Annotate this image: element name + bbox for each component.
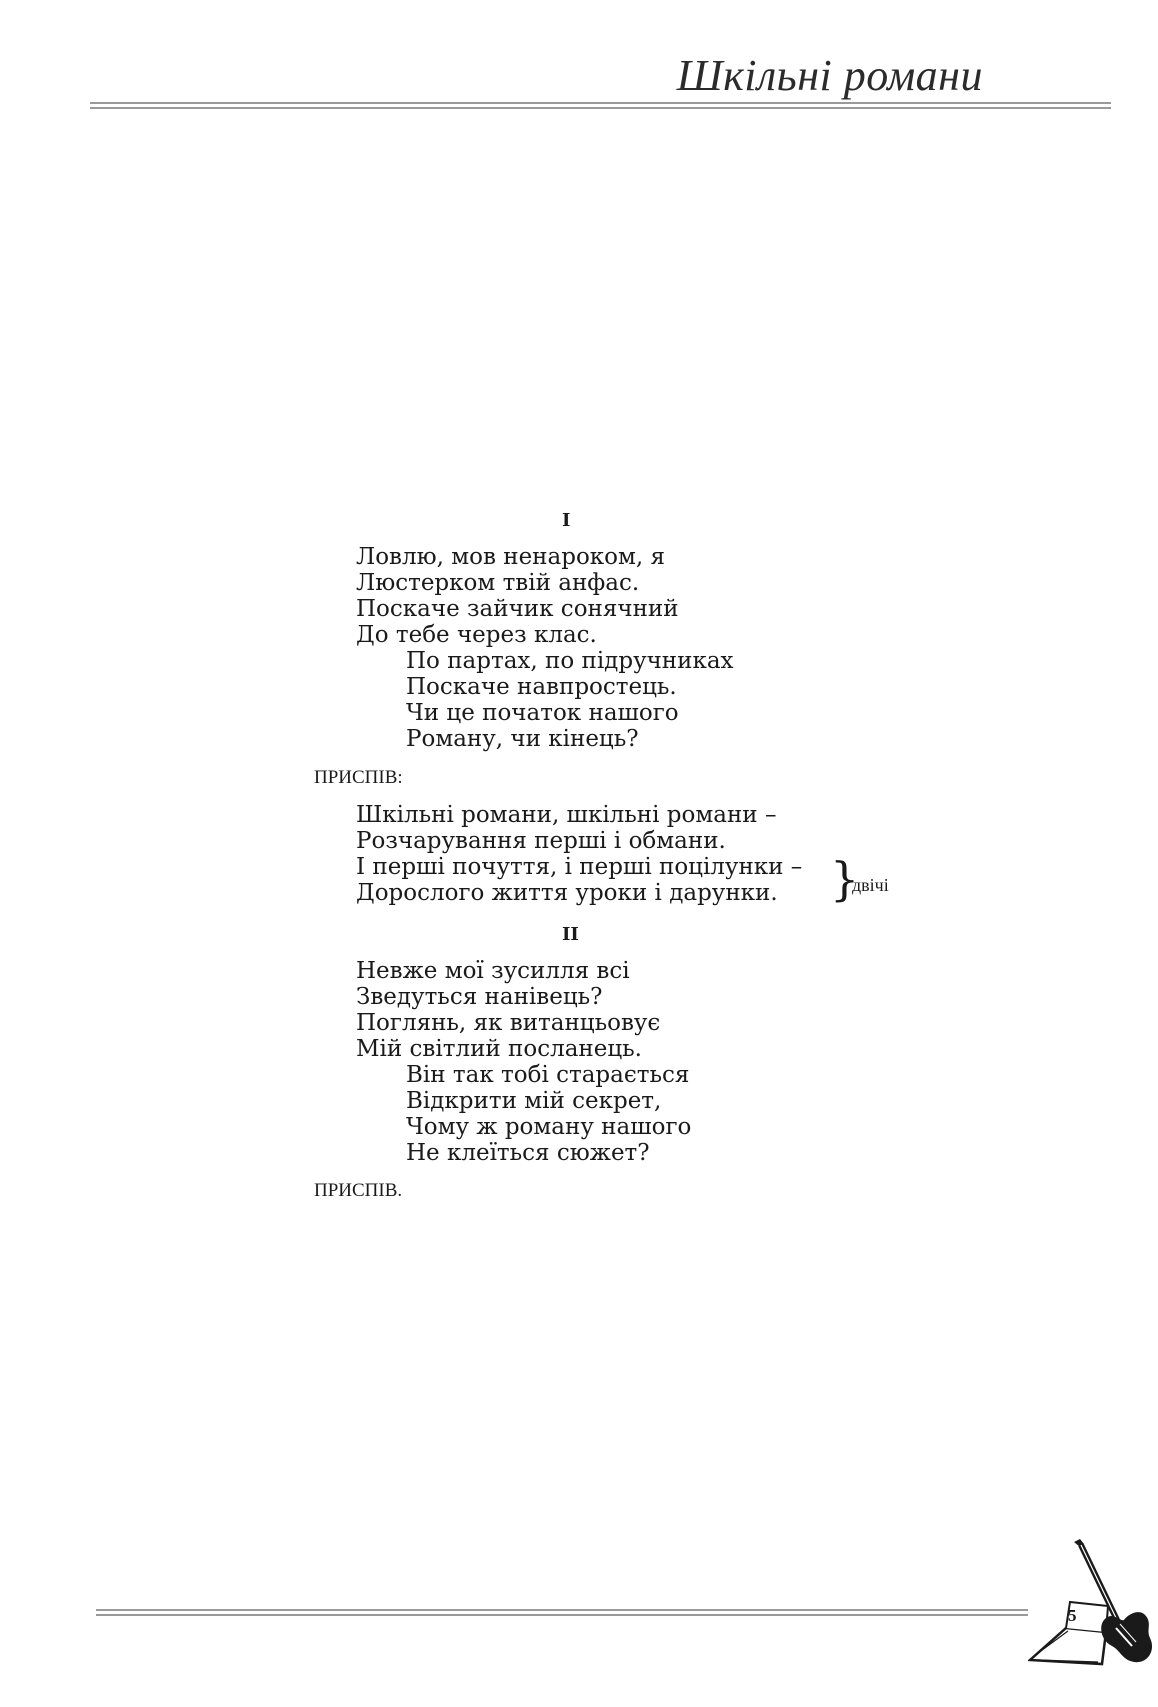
verse-line: Поглянь, як витанцьовує bbox=[356, 1010, 661, 1036]
chorus-label: ПРИСПІВ: bbox=[314, 767, 403, 788]
verse-line: Роману, чи кінець? bbox=[406, 726, 639, 752]
running-title: Шкільні романи bbox=[676, 51, 983, 100]
verse-line: Чому ж роману нашого bbox=[406, 1114, 692, 1140]
verse-number-2: II bbox=[562, 924, 579, 945]
chorus-line: І перші почуття, і перші поцілунки – bbox=[356, 854, 803, 880]
repeat-brace-icon: } bbox=[830, 852, 860, 906]
verse-line: Відкрити мій секрет, bbox=[406, 1088, 662, 1114]
chorus-line: Шкільні романи, шкільні романи – bbox=[356, 802, 777, 828]
guitar-book-icon bbox=[1028, 1536, 1158, 1666]
verse-line: Поскаче навпростець. bbox=[406, 674, 677, 700]
verse-line: По партах, по підручниках bbox=[406, 648, 734, 674]
verse-line: Ловлю, мов ненароком, я bbox=[356, 544, 666, 570]
verse-line: Чи це початок нашого bbox=[406, 700, 679, 726]
verse-line: Невже мої зусилля всі bbox=[356, 958, 630, 984]
verse-line: Зведуться нанівець? bbox=[356, 984, 603, 1010]
chorus-line: Дорослого життя уроки і дарунки. bbox=[356, 880, 778, 906]
verse-line: Люстерком твій анфас. bbox=[356, 570, 640, 596]
verse-line: Мій світлий посланець. bbox=[356, 1036, 642, 1062]
header-rule bbox=[90, 102, 1111, 109]
chorus-ref-label: ПРИСПІВ. bbox=[314, 1180, 403, 1201]
verse-line: Не клеїться сюжет? bbox=[406, 1140, 650, 1166]
verse-line: Поскаче зайчик сонячний bbox=[356, 596, 679, 622]
verse-number-1: I bbox=[562, 510, 571, 531]
repeat-note: двічі bbox=[852, 875, 889, 895]
verse-line: Він так тобі старається bbox=[406, 1062, 690, 1088]
page-number: 5 bbox=[1068, 1606, 1077, 1625]
footer-rule bbox=[96, 1609, 1028, 1616]
verse-line: До тебе через клас. bbox=[356, 622, 597, 648]
chorus-line: Розчарування перші і обмани. bbox=[356, 828, 726, 854]
